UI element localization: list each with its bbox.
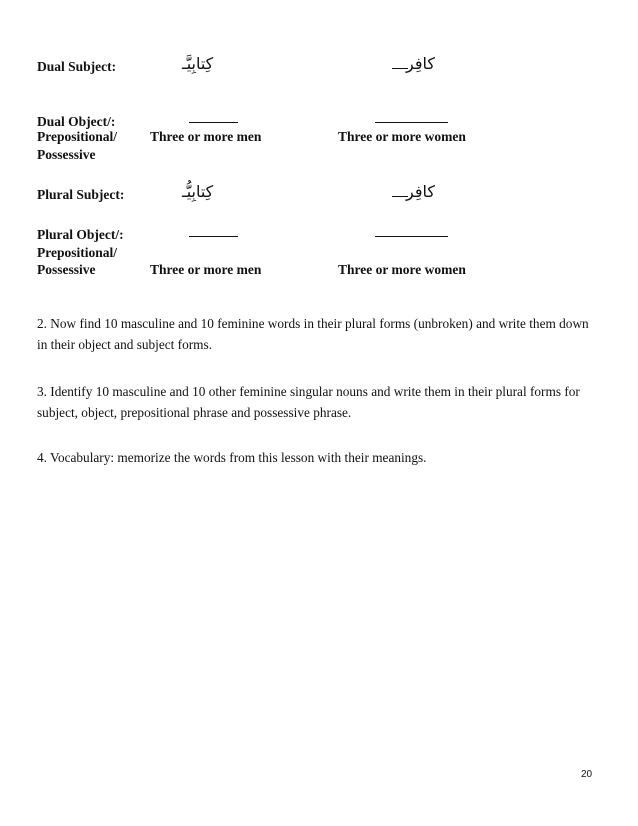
plural-subject-label: Plural Subject:	[37, 187, 125, 202]
dual-subject-arabic-masculine: كِتابِيَّـ	[182, 54, 214, 73]
plural-object-blank-masculine[interactable]	[189, 236, 238, 237]
dual-object-blank-masculine[interactable]	[189, 122, 238, 123]
plural-object-caption-women: Three or more women	[338, 262, 466, 277]
dual-object-caption-women: Three or more women	[338, 129, 466, 144]
plural-object-label-1: Plural Object/:	[37, 227, 124, 242]
dual-subject-label: Dual Subject:	[37, 59, 117, 74]
dual-object-label-2: Prepositional/	[37, 129, 118, 144]
exercise-3: 3. Identify 10 masculine and 10 other feminine singular nouns and write them in their plural forms for subject, object, prepositional phrase and possessive phrase.	[37, 384, 580, 420]
dual-object-label-3: Possessive	[37, 147, 96, 162]
plural-object-label-3: Possessive	[37, 262, 96, 277]
page-number: 20	[581, 769, 593, 780]
plural-object-caption-men: Three or more men	[150, 262, 262, 277]
dual-object-label-1: Dual Object/:	[37, 114, 116, 129]
plural-subject-arabic-masculine: كِتابِيُّـ	[182, 182, 214, 201]
dual-object-caption-men: Three or more men	[150, 129, 262, 144]
exercise-4: 4. Vocabulary: memorize the words from this lesson with their meanings.	[37, 450, 427, 465]
dual-subject-arabic-feminine: كافِر	[406, 54, 435, 73]
plural-subject-arabic-feminine: كافِر	[406, 182, 435, 201]
exercise-2: 2. Now find 10 masculine and 10 feminine words in their plural forms (unbroken) and write them down in their object and subject forms.	[37, 316, 589, 352]
dual-object-blank-feminine[interactable]	[375, 122, 448, 123]
plural-object-blank-feminine[interactable]	[375, 236, 448, 237]
plural-object-label-2: Prepositional/	[37, 245, 118, 260]
